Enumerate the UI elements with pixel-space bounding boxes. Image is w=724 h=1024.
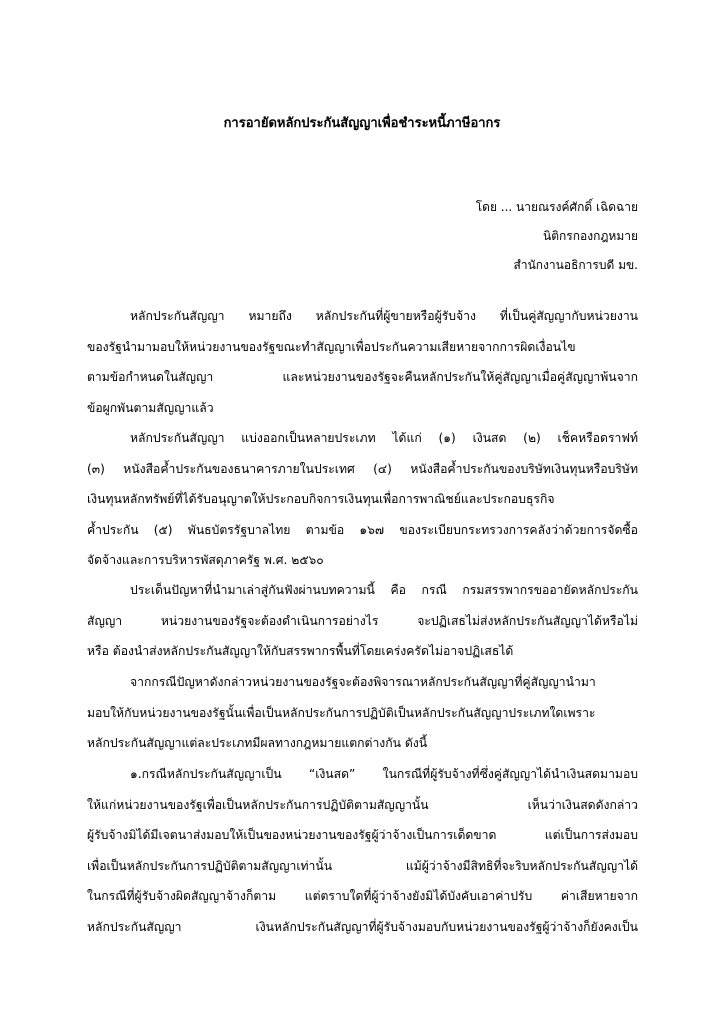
text-line: ตามข้อกำหนดในสัญญา และหน่วยงานของรัฐจะคืนหลักประกันให้คู่สัญญาเมื่อคู่สัญญาพ้นจาก — [87, 370, 638, 384]
text-line: ในกรณีที่ผู้รับจ้างผิดสัญญาจ้างก็ตาม แต่ตราบใดที่ผู้ว่าจ้างยังมิได้บังคับเอาค่าปรับ ค่าเสียหายจาก — [87, 889, 638, 903]
text-line: หลักประกันสัญญา หมายถึง หลักประกันที่ผู้ขายหรือผู้รับจ้าง ที่เป็นคู่สัญญากับหน่วยงาน — [130, 309, 638, 323]
author-position: นิติกรกองกฎหมาย — [543, 229, 638, 243]
text-line: ข้อผูกพันตามสัญญาแล้ว — [87, 400, 214, 415]
author-office: สำนักงานอธิการบดี มข. — [513, 258, 638, 272]
text-line: หลักประกันสัญญาแต่ละประเภทมีผลทางกฎหมายแตกต่างกัน ดังนี้ — [87, 736, 428, 750]
text-line: ค้ำประกัน (๕) พันธบัตรรัฐบาลไทย ตามข้อ ๑๖๗ ของระเบียบกระทรวงการคลังว่าด้วยการจัดซื้อ — [87, 522, 638, 537]
text-line: ผู้รับจ้างมิได้มีเจตนาส่งมอบให้เป็นของหน่วยงานของรัฐผู้ว่าจ้างเป็นการเด็ดขาด แต่เป็นการส่งมอบ — [87, 828, 638, 842]
paragraph-cash-case — [87, 759, 638, 942]
text-line: (๓) หนังสือค้ำประกันของธนาคารภายในประเทศ (๔) หนังสือค้ำประกันของบริษัทเงินทุนหรือบริษัท — [87, 461, 638, 476]
text-line: ประเด็นปัญหาที่นำมาเล่าสู่กันฟังผ่านบทความนี้ คือ กรณี กรมสรรพากรขออายัดหลักประกัน — [130, 583, 638, 597]
text-line: ให้แก่หน่วยงานของรัฐเพื่อเป็นหลักประกันการปฏิบัติตามสัญญานั้น เห็นว่าเงินสดดังกล่าว — [87, 797, 638, 812]
text-line: เงินทุนหลักทรัพย์ที่ได้รับอนุญาตให้ประกอบกิจการเงินทุนเพื่อการพาณิชย์และประกอบธุรกิจ — [87, 492, 555, 506]
text-line: สัญญา หน่วยงานของรัฐจะต้องดำเนินการอย่างไร จะปฏิเสธไม่ส่งหลักประกันสัญญาได้หรือไม่ — [87, 613, 638, 628]
text-line: จัดจ้างและการบริหารพัสดุภาครัฐ พ.ศ. ๒๕๖๐ — [87, 553, 324, 567]
text-line: ของรัฐนำมามอบให้หน่วยงานของรัฐขณะทำสัญญาเพื่อประกันความเสียหายจากการผิดเงื่อนไข — [87, 339, 576, 354]
text-line: หลักประกันสัญญา เงินหลักประกันสัญญาที่ผู้รับจ้างมอบกับหน่วยงานของรัฐผู้ว่าจ้างก็ยังคงเป็น — [87, 919, 638, 934]
text-line: ๑.กรณีหลักประกันสัญญาเป็น “เงินสด” ในกรณีที่ผู้รับจ้างที่ซึ่งคู่สัญญาได้นำเงินสดมามอบ — [130, 767, 638, 781]
paragraph-consideration — [87, 667, 638, 759]
paragraph-issue — [87, 575, 638, 667]
paragraph-types — [87, 423, 638, 576]
document-title: การอายัดหลักประกันสัญญาเพื่อชำระหนี้ภาษีอากร — [223, 116, 501, 131]
text-line: เพื่อเป็นหลักประกันการปฏิบัติตามสัญญาเท่านั้น แม้ผู้ว่าจ้างมีสิทธิที่จะริบหลักประกันสัญญาได้ — [87, 858, 638, 873]
author-line: โดย ... นายณรงค์ศักดิ์ เฉิดฉาย — [475, 200, 638, 214]
text-line: หลักประกันสัญญา แบ่งออกเป็นหลายประเภท ได้แก่ (๑) เงินสด (๒) เช็คหรือดราฟท์ — [130, 431, 638, 445]
paragraph-definition — [87, 301, 638, 423]
text-line: จากกรณีปัญหาดังกล่าวหน่วยงานของรัฐจะต้องพิจารณาหลักประกันสัญญาที่คู่สัญญานำมา — [130, 675, 596, 689]
text-line: หรือ ต้องนำส่งหลักประกันสัญญาให้กับสรรพากรพื้นที่โดยเคร่งครัดไม่อาจปฏิเสธได้ — [87, 644, 514, 658]
text-line: มอบให้กับหน่วยงานของรัฐนั้นเพื่อเป็นหลักประกันการปฏิบัติเป็นหลักประกันสัญญาประเภทใดเพราะ — [87, 705, 596, 720]
